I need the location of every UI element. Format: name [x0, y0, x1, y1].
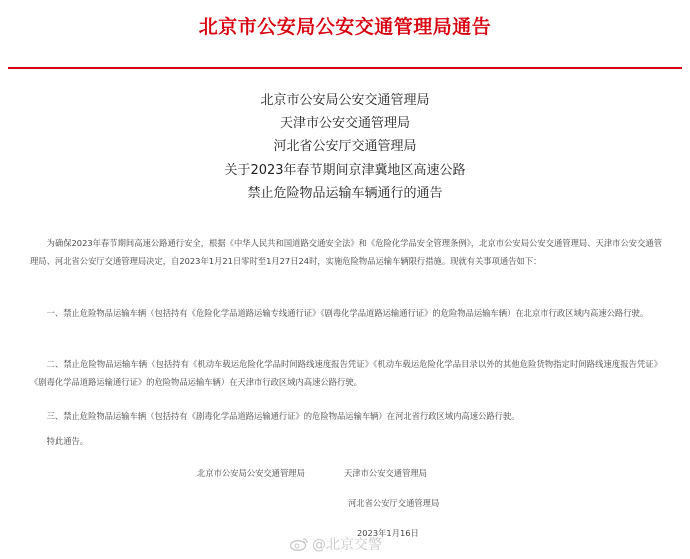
issuer-line-3: 河北省公安厅交通管理局 — [273, 139, 417, 155]
issuer-line-1: 北京市公安局公安交通管理局 — [260, 93, 430, 108]
notice-heading — [0, 89, 690, 205]
signature-hebei: 河北省公安厅交通管理局 — [348, 498, 440, 508]
signature-beijing: 北京市公安局公安交通管理局 — [197, 468, 305, 478]
closing-paragraph: 特此通告。 — [46, 436, 89, 446]
watermark-text: @北京交警 — [312, 537, 382, 553]
header-divider — [8, 67, 682, 69]
notice-subject-line-2: 禁止危险物品运输车辆通行的通告 — [247, 185, 443, 201]
rule-1-paragraph: 一、禁止危险物品运输车辆（包括持有《危险化学品道路运输专线通行证》《剧毒化学品道路运输通行证》的危险物品运输车辆）在北京市行政区域内高速公路行驶。 — [46, 308, 649, 318]
issuer-line-2: 天津市公安交通管理局 — [279, 116, 410, 132]
rule-2-paragraph: 二、禁止危险物品运输车辆（包括持有《机动车载运危险化学品时间路线速度报告凭证》《机动车载运危险化学品目录以外的其他危险货物指定时间路线速度报告凭证》《剧毒化学品道路运输通行证》的危险物品运输车辆）在天津市行政区域内高速公路行驶。 — [30, 359, 662, 387]
rule-3-paragraph: 三、禁止危险物品运输车辆（包括持有《剧毒化学品道路运输通行证》的危险物品运输车辆）在河北省行政区域内高速公路行驶。 — [46, 411, 520, 421]
notice-subject-line-1: 关于2023年春节期间京津冀地区高速公路 — [224, 162, 466, 178]
watermark — [289, 534, 382, 554]
signature-tianjin: 天津市公安交通管理局 — [344, 468, 427, 478]
weibo-icon — [289, 537, 309, 551]
issue-date: 2023年1月16日 — [357, 528, 419, 538]
page-title: 北京市公安局公安交通管理局通告 — [198, 16, 492, 38]
intro-paragraph: 为确保2023年春节期间高速公路通行安全，根据《中华人民共和国道路交通安全法》和《危险化学品安全管理条例》，北京市公安局公安交通管理局、天津市公安交通管理局、河北省公安厅交通管理局决定，自2023年1月21日零时至1月27日24时，实施危险物品运输车辆限行措施。现就有关事项通告如下： — [30, 238, 662, 266]
